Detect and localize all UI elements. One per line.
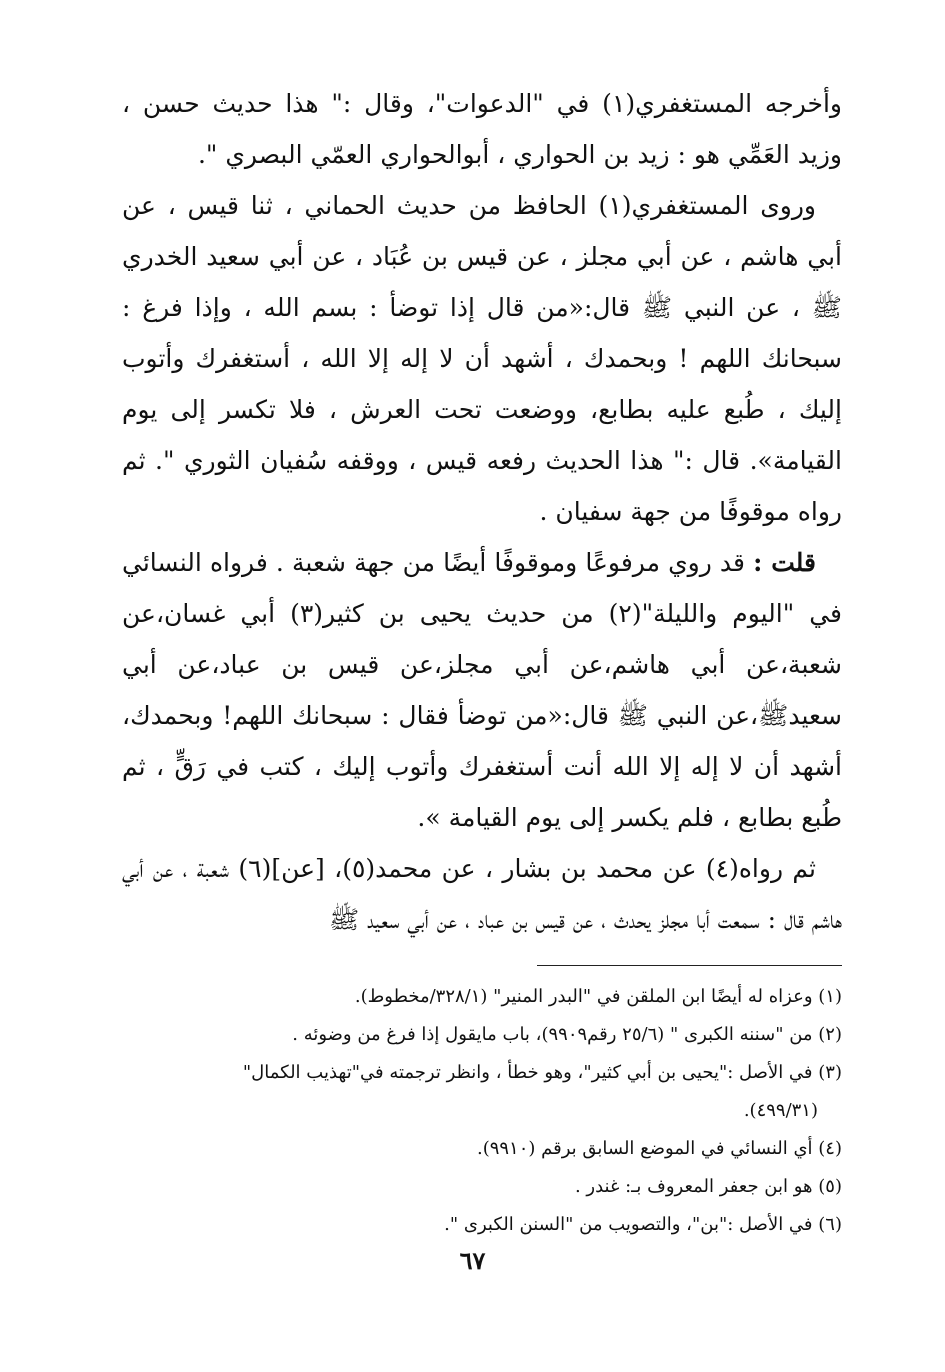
footnote-number: (٢) [818, 1024, 842, 1045]
paragraph: ثم رواه(٤) عن محمد بن بشار ، عن محمد(٥)، [عن](٦) شعبة ، عن أبي هاشم قال : سمعت أبا مجلز يحدث ، عن قيس بن عباد ، عن أبي سعيد ﷺ [122, 854, 842, 934]
footnote-text: من "سننه الكبرى " (٢٥/٦ رقم٩٩٠٩)، باب مايقول إذا فرغ من وضوئه . [292, 1024, 819, 1045]
qult-lead: قلت : [753, 548, 816, 577]
footnote [122, 1206, 842, 1244]
footnote-number: (٤) [818, 1138, 842, 1159]
footnote-text: هو ابن جعفر المعروف بـ: غندر . [574, 1176, 819, 1197]
footnote [122, 1054, 842, 1092]
footnote-text: وعزاه له أيضًا ابن الملقن في "البدر المنير" (٣٢٨/١/مخطوط). [354, 986, 819, 1007]
footnote-number: (٣) [818, 1062, 842, 1083]
footnote [122, 978, 842, 1016]
footnote-continuation: (٤٩٩/٣١). [743, 1100, 818, 1121]
footnote-number: (٥) [818, 1176, 842, 1197]
footnote [122, 1130, 842, 1168]
footnote [122, 1168, 842, 1206]
footnote [122, 1016, 842, 1054]
footnotes [122, 978, 842, 1244]
paragraph-body: قد روي مرفوعًا وموقوفًا أيضًا من جهة شعبة . فرواه النسائي في "اليوم والليلة"(٢) من حديث يحيى بن كثير(٣) أبي غسان،عن شعبة،عن أبي هاشم،عن أبي مجلز،عن قيس بن عباد،عن أبي سعيدﷺ،عن النبي ﷺ قال:«من توضأ فقال : سبحانك اللهم! وبحمدك، أشهد أن لا إله إلا الله أنت أستغفرك وأتوب إليك ، كتب في رَقٍّ ، ثم طُبع بطابع ، فلم يكسر إلى يوم القيامة ». [122, 548, 842, 832]
paragraph [122, 537, 842, 843]
footnote-text: في الأصل :"يحيى بن أبي كثير"، وهو خطأ ، وانظر ترجمته في"تهذيب الكمال" [242, 1062, 819, 1083]
main-text [122, 78, 842, 945]
footnote-number: (١) [818, 986, 842, 1007]
footnote-number: (٦) [818, 1214, 842, 1235]
footnote-text: أي النسائي في الموضع السابق برقم (٩٩١٠). [476, 1138, 819, 1159]
paragraph: وأخرجه المستغفري(١) في "الدعوات"، وقال :" هذا حديث حسن ، وزيد العَمِّي هو : زيد بن الحواري ، أبوالحواري العمّي البصري ". [122, 89, 842, 169]
footnote-separator [537, 965, 842, 966]
paragraph: وروى المستغفري(١) الحافظ من حديث الحماني ، ثنا قيس ، عن أبي هاشم ، عن أبي مجلز ، عن قيس بن عُبَاد ، عن أبي سعيد الخدري ﷺ ، عن النبي ﷺ قال:«من قال إذا توضأ : بسم الله ، وإذا فرغ : سبحانك اللهم ! وبحمدك ، أشهد أن لا إله إلا الله ، أستغفرك وأتوب إليك ، طُبع عليه بطابع، ووضعت تحت العرش ، فلا تكسر إلى يوم القيامة». قال :" هذا الحديث رفعه قيس ، ووقفه سُفيان الثوري ". ثم رواه موقوفًا من جهة سفيان . [122, 191, 842, 526]
document-page [122, 78, 842, 1338]
footnote-text: في الأصل :"بن"، والتصويب من "السنن الكبرى ". [444, 1214, 819, 1235]
page-number: ٦٧ [459, 1246, 486, 1275]
